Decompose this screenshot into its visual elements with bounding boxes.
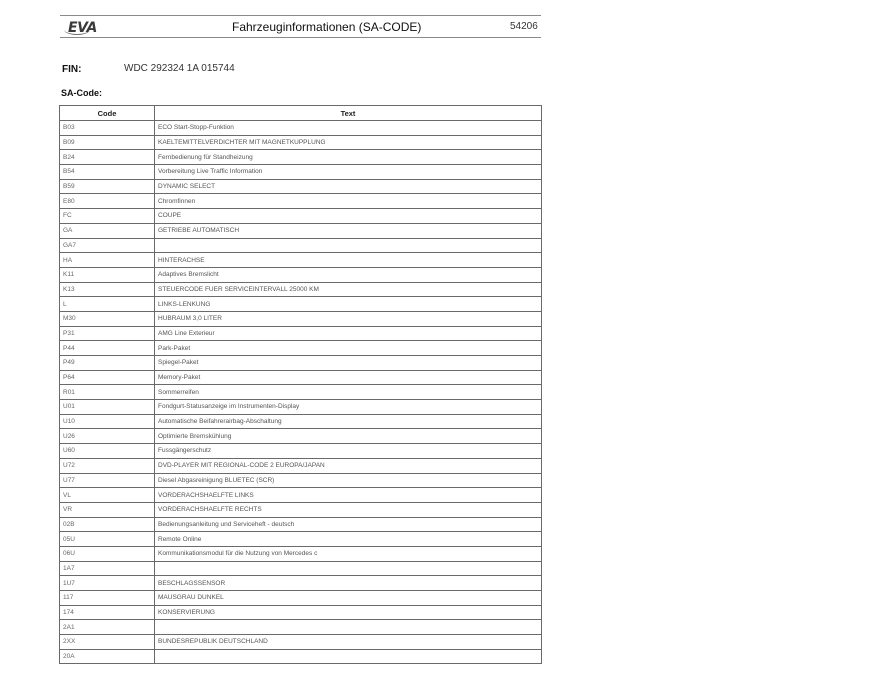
row-code: P64 xyxy=(60,370,155,385)
row-code: U77 xyxy=(60,473,155,488)
table-row xyxy=(60,400,542,415)
row-text: Bedienungsanleitung und Serviceheft - deutsch xyxy=(155,517,542,532)
row-code: FC xyxy=(60,209,155,224)
table-row xyxy=(60,473,542,488)
row-code: 05U xyxy=(60,532,155,547)
table-row xyxy=(60,517,542,532)
row-text: DVD-PLAYER MIT REGIONAL-CODE 2 EUROPA/JAPAN xyxy=(155,458,542,473)
row-code: 117 xyxy=(60,591,155,606)
row-text: MAUSGRAU DUNKEL xyxy=(155,591,542,606)
row-code: E80 xyxy=(60,194,155,209)
table-body xyxy=(60,121,542,664)
row-text: BUNDESREPUBLIK DEUTSCHLAND xyxy=(155,635,542,650)
table-header-row xyxy=(60,106,542,121)
row-code: B03 xyxy=(60,121,155,136)
table-row xyxy=(60,341,542,356)
row-code: R01 xyxy=(60,385,155,400)
row-text xyxy=(155,561,542,576)
table-row xyxy=(60,121,542,136)
column-header-code: Code xyxy=(60,106,155,121)
row-text: AMG Line Exterieur xyxy=(155,326,542,341)
row-code: U10 xyxy=(60,414,155,429)
table-row xyxy=(60,532,542,547)
row-text: Automatische Beifahrerairbag-Abschaltung xyxy=(155,414,542,429)
table-row xyxy=(60,561,542,576)
row-text: Optimierte Bremskühlung xyxy=(155,429,542,444)
fin-value: WDC 292324 1A 015744 xyxy=(124,63,235,74)
document-number: 54206 xyxy=(510,21,538,32)
row-text: Sommerreifen xyxy=(155,385,542,400)
row-text: VORDERACHSHAELFTE LINKS xyxy=(155,488,542,503)
row-code: L xyxy=(60,297,155,312)
row-code: 20A xyxy=(60,649,155,664)
table-row xyxy=(60,649,542,664)
fin-label: FIN: xyxy=(62,64,82,75)
column-header-text: Text xyxy=(155,106,542,121)
logo-swoosh-icon xyxy=(64,24,90,35)
row-code: B09 xyxy=(60,135,155,150)
row-text: LINKS-LENKUNG xyxy=(155,297,542,312)
table-row xyxy=(60,356,542,371)
row-code: U26 xyxy=(60,429,155,444)
row-code: P49 xyxy=(60,356,155,371)
row-code: M30 xyxy=(60,311,155,326)
table-row xyxy=(60,311,542,326)
row-text: KAELTEMITTELVERDICHTER MIT MAGNETKUPPLUNG xyxy=(155,135,542,150)
table-row xyxy=(60,370,542,385)
row-text: Spiegel-Paket xyxy=(155,356,542,371)
sa-code-label: SA-Code: xyxy=(61,88,102,98)
row-code: U72 xyxy=(60,458,155,473)
table-row xyxy=(60,194,542,209)
row-code: B24 xyxy=(60,150,155,165)
table-row xyxy=(60,385,542,400)
table-row xyxy=(60,429,542,444)
table-row xyxy=(60,267,542,282)
row-text: Park-Paket xyxy=(155,341,542,356)
row-code: 174 xyxy=(60,605,155,620)
row-code: 1A7 xyxy=(60,561,155,576)
page-title: Fahrzeuginformationen (SA-CODE) xyxy=(232,20,422,34)
row-text: HINTERACHSE xyxy=(155,253,542,268)
row-code: K13 xyxy=(60,282,155,297)
table-row xyxy=(60,414,542,429)
row-text xyxy=(155,620,542,635)
table-row xyxy=(60,253,542,268)
row-code: K11 xyxy=(60,267,155,282)
row-text: KONSERVIERUNG xyxy=(155,605,542,620)
row-code: 1U7 xyxy=(60,576,155,591)
row-text: DYNAMIC SELECT xyxy=(155,179,542,194)
table-row xyxy=(60,282,542,297)
row-text: HUBRAUM 3,0 LITER xyxy=(155,311,542,326)
row-text xyxy=(155,649,542,664)
row-code: GA xyxy=(60,223,155,238)
table-row xyxy=(60,297,542,312)
row-code: 2A1 xyxy=(60,620,155,635)
row-code: U60 xyxy=(60,444,155,459)
table-row xyxy=(60,576,542,591)
row-text: ECO Start-Stopp-Funktion xyxy=(155,121,542,136)
eva-logo xyxy=(68,20,97,36)
row-code: B54 xyxy=(60,165,155,180)
table-row xyxy=(60,326,542,341)
row-code: 2XX xyxy=(60,635,155,650)
row-text: Memory-Paket xyxy=(155,370,542,385)
row-code: VR xyxy=(60,502,155,517)
sa-code-table xyxy=(59,105,542,664)
table-row xyxy=(60,179,542,194)
row-code: VL xyxy=(60,488,155,503)
header-top-rule xyxy=(60,15,541,16)
row-code: GA7 xyxy=(60,238,155,253)
row-text: Fussgängerschutz xyxy=(155,444,542,459)
table-row xyxy=(60,635,542,650)
row-code: 02B xyxy=(60,517,155,532)
row-code: P31 xyxy=(60,326,155,341)
row-code: U01 xyxy=(60,400,155,415)
row-text: Kommunikationsmodul für die Nutzung von Mercedes c xyxy=(155,546,542,561)
row-text: Vorbereitung Live Traffic Information xyxy=(155,165,542,180)
table-row xyxy=(60,620,542,635)
row-text: Fondgurt-Statusanzeige im Instrumenten-Display xyxy=(155,400,542,415)
row-text: Chromfinnen xyxy=(155,194,542,209)
row-code: HA xyxy=(60,253,155,268)
table-row xyxy=(60,209,542,224)
logo-text: EVA xyxy=(68,20,97,36)
row-text: COUPE xyxy=(155,209,542,224)
table-row xyxy=(60,458,542,473)
table-row xyxy=(60,605,542,620)
row-text xyxy=(155,238,542,253)
table-row xyxy=(60,591,542,606)
table-row xyxy=(60,546,542,561)
header-bottom-rule xyxy=(60,37,541,38)
row-code: P44 xyxy=(60,341,155,356)
row-text: Remote Online xyxy=(155,532,542,547)
table-row xyxy=(60,502,542,517)
row-text: STEUERCODE FUER SERVICEINTERVALL 25000 KM xyxy=(155,282,542,297)
row-text: GETRIEBE AUTOMATISCH xyxy=(155,223,542,238)
table-row xyxy=(60,238,542,253)
row-text: Fernbedienung für Standheizung xyxy=(155,150,542,165)
table-row xyxy=(60,488,542,503)
row-text: Adaptives Bremslicht xyxy=(155,267,542,282)
table-row xyxy=(60,135,542,150)
row-text: BESCHLAGSSENSOR xyxy=(155,576,542,591)
row-code: 06U xyxy=(60,546,155,561)
row-code: B59 xyxy=(60,179,155,194)
table-row xyxy=(60,165,542,180)
table-row xyxy=(60,150,542,165)
table-row xyxy=(60,444,542,459)
table-row xyxy=(60,223,542,238)
row-text: VORDERACHSHAELFTE RECHTS xyxy=(155,502,542,517)
row-text: Diesel Abgasreinigung BLUETEC (SCR) xyxy=(155,473,542,488)
